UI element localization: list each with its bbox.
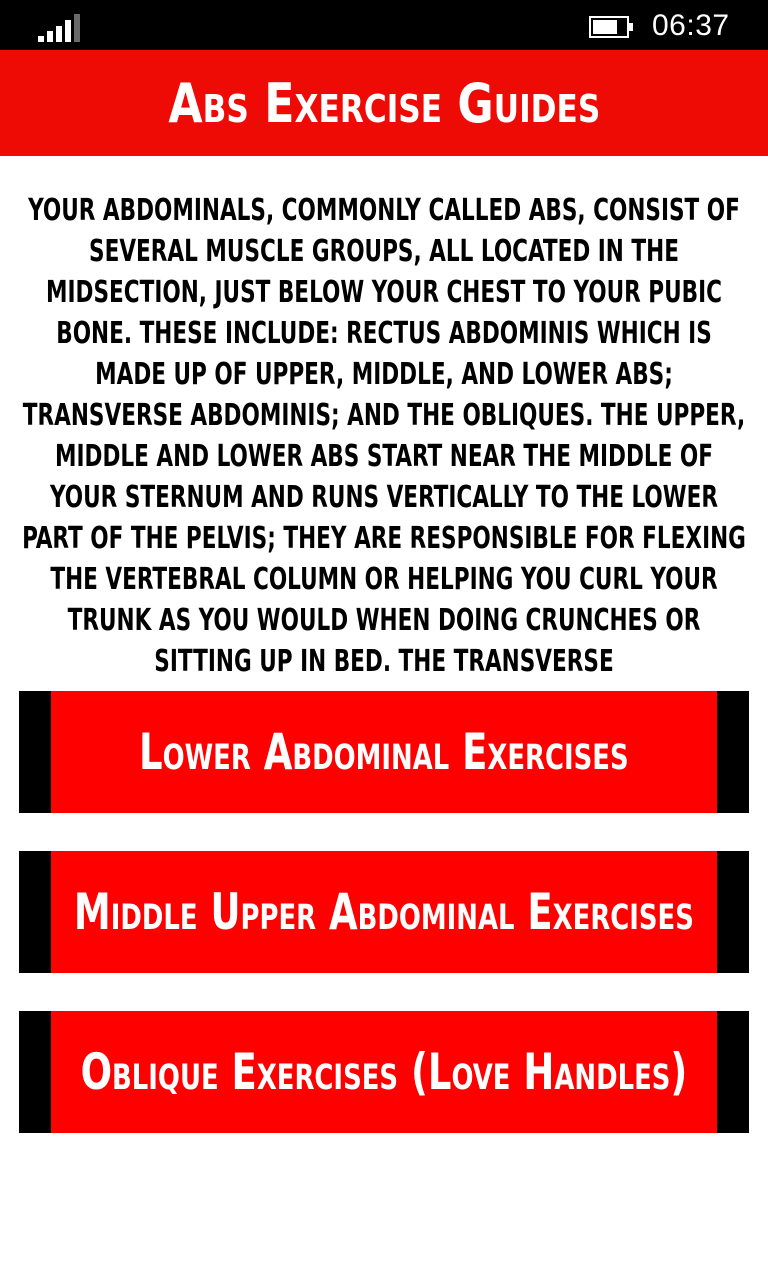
button-label: Oblique Exercises (Love Handles) [80, 1043, 688, 1101]
intro-text: YOUR ABDOMINALS, COMMONLY CALLED ABS, CONSIST OF SEVERAL MUSCLE GROUPS, ALL LOCATED IN THE MIDSECTION, JUST BELOW YOUR CHEST TO YOUR PUBIC BONE. THESE INCLUDE: RECTUS ABDOMINIS WHICH IS MADE UP OF UPPER, MIDDLE, AND LOWER ABS; TRANSVERSE ABDOMINIS; AND THE OBLIQUES. THE UPPER, MIDDLE AND LOWER ABS START NEAR THE MIDDLE OF YOUR STERNUM AND RUNS VERTICALLY TO THE LOWER PART OF THE PELVIS; THEY ARE RESPONSIBLE FOR FLEXING THE VERTEBRAL COLUMN OR HELPING YOU CURL YOUR TRUNK AS YOU WOULD WHEN DOING CRUNCHES OR SITTING UP IN BED. THE TRANSVERSE [22, 193, 746, 678]
signal-strength-icon [38, 10, 86, 42]
page-title: Abs Exercise Guides [168, 71, 600, 135]
oblique-exercises-button[interactable] [19, 1011, 749, 1133]
middle-upper-abdominal-exercises-button[interactable] [19, 851, 749, 973]
intro-text-block [20, 190, 748, 678]
status-bar [0, 0, 768, 50]
battery-icon [589, 16, 633, 38]
lower-abdominal-exercises-button[interactable] [19, 691, 749, 813]
button-label: Lower Abdominal Exercises [139, 723, 629, 781]
status-time: 06:37 [652, 9, 730, 42]
app-header [0, 50, 768, 156]
button-label: Middle Upper Abdominal Exercises [74, 883, 695, 941]
